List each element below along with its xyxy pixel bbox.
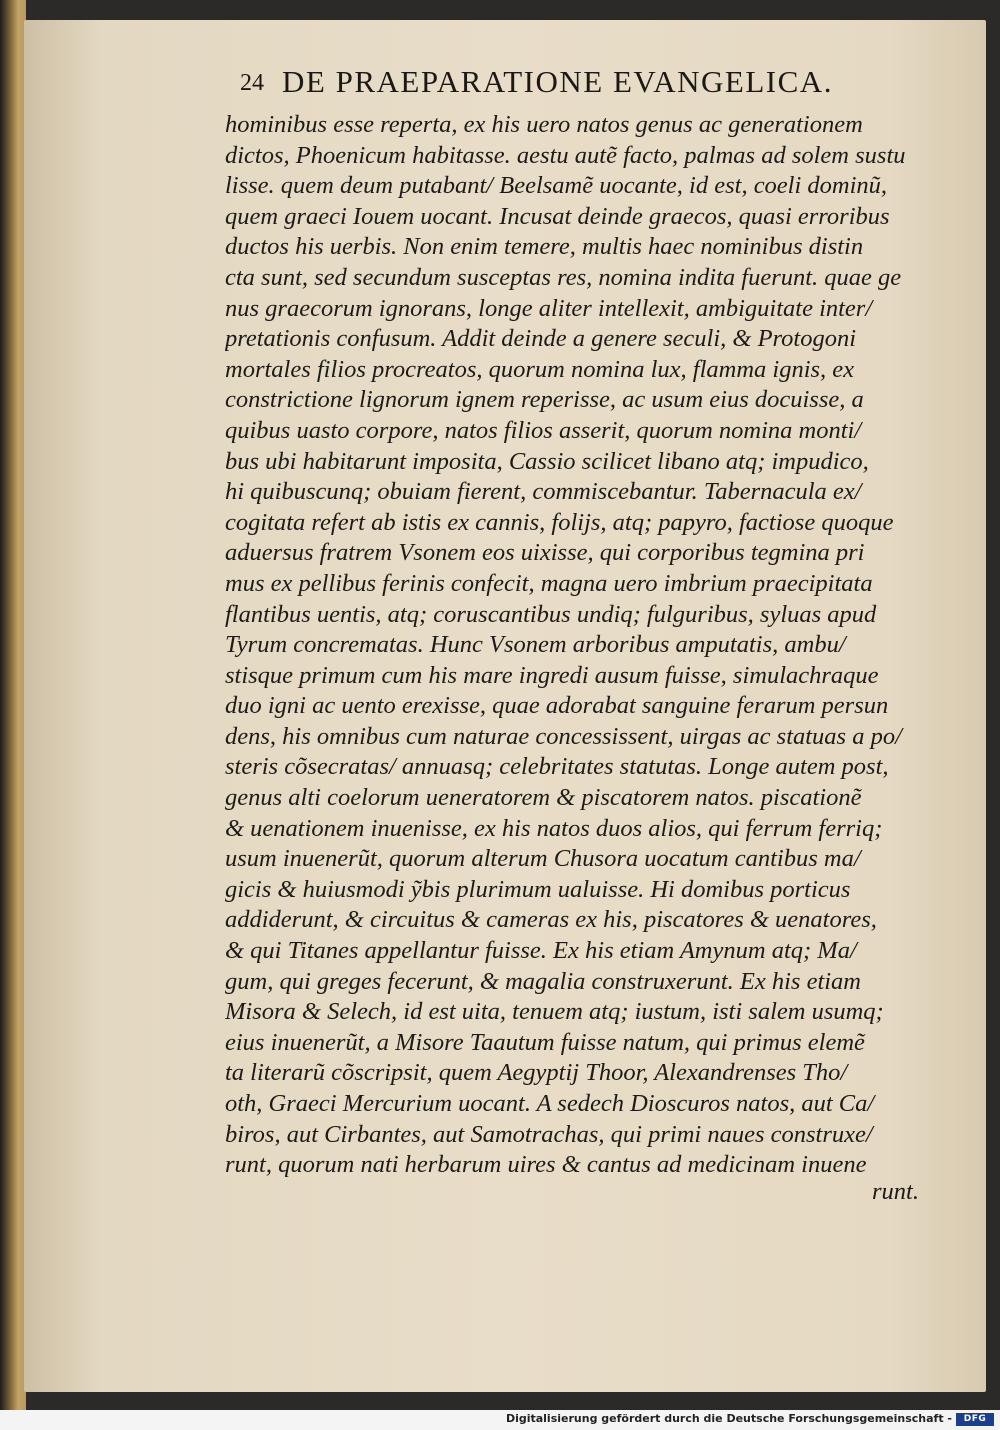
running-title: DE PRAEPARATIONE EVANGELICA. [282, 64, 833, 99]
text-line: mus ex pellibus ferinis confecit, magna uero imbrium praecipitata [225, 569, 873, 597]
text-line: hi quibuscunq; obuiam fierent, commiscebantur. Tabernacula ex/ [225, 478, 862, 506]
text-line: stisque primum cum his mare ingredi ausum fuisse, simulachraque [225, 661, 879, 689]
catchword: runt. [872, 1178, 919, 1205]
text-line: duo igni ac uento erexisse, quae adorabat sanguine ferarum persun [225, 692, 889, 720]
text-line: quibus uasto corpore, natos filios asserit, quorum nomina monti/ [225, 416, 862, 444]
text-line: usum inuenerũt, quorum alterum Chusora uocatum cantibus ma/ [225, 845, 861, 873]
text-line: flantibus uentis, atq; coruscantibus undiq; fulguribus, syluas apud [225, 600, 877, 628]
text-line: lisse. quem deum putabant/ Beelsamẽ uocante, id est, coeli dominũ, [225, 172, 888, 200]
text-line: gicis & huiusmodi ỹbis plurimum ualuisse. Hi domibus porticus [225, 875, 851, 903]
text-line: & qui Titanes appellantur fuisse. Ex his etiam Amynum atq; Ma/ [225, 937, 857, 965]
dfg-logo: DFG [956, 1413, 994, 1426]
text-line: Tyrum concrematas. Hunc Vsonem arboribus amputatis, ambu/ [225, 631, 846, 659]
text-line: mortales filios procreatos, quorum nomina lux, flamma ignis, ex [225, 355, 855, 383]
text-line: pretationis confusum. Addit deinde a genere seculi, & Protogoni [225, 325, 857, 353]
text-line: addiderunt, & circuitus & cameras ex his, piscatores & uenatores, [225, 906, 877, 934]
text-line: biros, aut Cirbantes, aut Samotrachas, qui primi naues construxe/ [225, 1120, 873, 1148]
book-spine-edge [0, 0, 26, 1410]
text-line: Misora & Selech, id est uita, tenuem atq; iustum, isti salem usumq; [225, 998, 884, 1026]
text-line: dens, his omnibus cum naturae concessissent, uirgas ac statuas a po/ [225, 722, 902, 750]
text-line: cta sunt, sed secundum susceptas res, nomina indita fuerunt. quae ge [225, 263, 902, 291]
page-number: 24 [240, 70, 264, 96]
text-line: aduersus fratrem Vsonem eos uixisse, qui corporibus tegmina pri [225, 539, 865, 567]
page-header [240, 64, 970, 104]
text-line: oth, Graeci Mercurium uocant. A sedech Dioscuros natos, aut Ca/ [225, 1090, 875, 1117]
text-line: cogitata refert ab istis ex cannis, folijs, atq; papyro, factiose quoque [225, 508, 894, 536]
text-line: genus alti coelorum ueneratorem & piscatorem natos. piscationẽ [225, 784, 862, 812]
text-line: ta literarũ cõscripsit, quem Aegyptij Thoor, Alexandrenses Tho/ [225, 1059, 848, 1087]
text-line: constrictione lignorum ignem reperisse, ac usum eius docuisse, a [225, 386, 864, 414]
text-line: nus graecorum ignorans, longe aliter intellexit, ambiguitate inter/ [225, 294, 873, 322]
text-line: & uenationem inuenisse, ex his natos duos alios, qui ferrum ferriq; [225, 814, 883, 842]
funding-credit: Digitalisierung gefördert durch die Deutsche Forschungsgemeinschaft - [505, 1412, 952, 1425]
text-line: runt, quorum nati herbarum uires & cantus ad medicinam inuene [225, 1151, 867, 1179]
body-text [225, 110, 955, 1181]
footer-bar [0, 1410, 1000, 1430]
text-line: hominibus esse reperta, ex his uero natos genus ac generationem [225, 111, 863, 138]
text-line: bus ubi habitarunt imposita, Cassio scilicet libano atq; impudico, [225, 447, 869, 475]
text-line: quem graeci Iouem uocant. Incusat deinde graecos, quasi erroribus [225, 202, 890, 230]
text-line: steris cõsecratas/ annuasq; celebritates statutas. Longe autem post, [225, 753, 889, 781]
text-line: ductos his uerbis. Non enim temere, multis haec nominibus distin [225, 233, 864, 261]
text-line: gum, qui greges fecerunt, & magalia construxerunt. Ex his etiam [225, 967, 861, 995]
text-line: dictos, Phoenicum habitasse. aestu autẽ facto, palmas ad solem sustu [225, 141, 906, 169]
text-line: eius inuenerũt, a Misore Taautum fuisse natum, qui primus elemẽ [225, 1028, 865, 1056]
